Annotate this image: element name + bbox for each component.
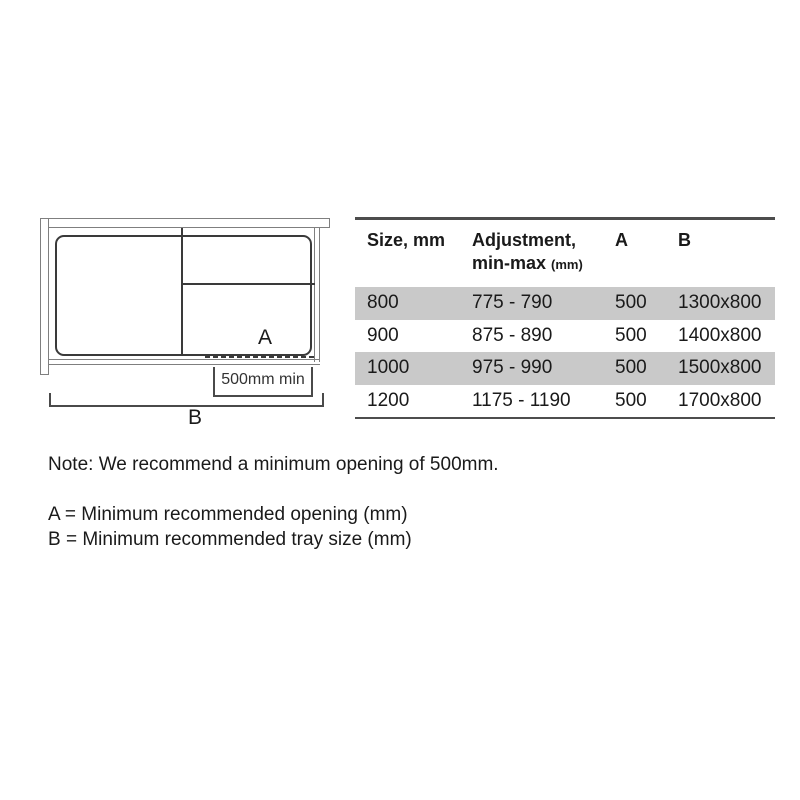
header-adjustment-line1: Adjustment,: [472, 230, 577, 250]
legend-a-text: A = Minimum recommended opening (mm): [48, 504, 408, 525]
cell-b: 1500x800: [678, 352, 775, 385]
header-adjustment-unit: (mm): [551, 257, 583, 272]
size-table: [355, 217, 775, 419]
countertop-edge-shape: [40, 218, 330, 228]
cell-size: 900: [367, 324, 399, 346]
note-text: Note: We recommend a minimum opening of 500mm.: [48, 454, 499, 475]
cabinet-right-wall-shape: [314, 227, 320, 362]
cell-b: 1300x800: [678, 287, 775, 320]
dim-500-line: [213, 395, 313, 397]
dim-500-label: 500mm min: [221, 371, 305, 388]
cell-adjustment: 975 - 990: [472, 352, 615, 385]
tray-vertical-divider-line: [181, 228, 183, 356]
header-b: B: [678, 230, 691, 250]
dim-b-left-tick: [49, 393, 51, 407]
cell-size: 800: [355, 287, 472, 320]
table-header-row: [355, 219, 775, 288]
cell-a: 500: [615, 352, 678, 385]
cell-adjustment: 875 - 890: [472, 324, 553, 346]
cell-b: 1700x800: [678, 389, 762, 411]
header-a: A: [615, 230, 628, 250]
cabinet-left-wall-shape: [40, 218, 49, 375]
tray-horizontal-divider-line: [182, 283, 315, 285]
header-adjustment-line2: min-max: [472, 253, 547, 273]
cell-size: 1200: [367, 389, 410, 411]
table-row: [355, 352, 775, 385]
cell-a: 500: [615, 389, 647, 411]
cell-a: 500: [615, 287, 678, 320]
dim-b-right-tick: [322, 393, 324, 407]
diagram-label-b: B: [187, 406, 202, 429]
header-size: Size, mm: [367, 230, 446, 250]
legend-b-text: B = Minimum recommended tray size (mm): [48, 529, 412, 550]
table-row: [355, 385, 775, 419]
cell-size: 1000: [355, 352, 472, 385]
cell-adjustment: 775 - 790: [472, 287, 615, 320]
table-row: [355, 287, 775, 320]
header-adjustment: [472, 219, 615, 288]
front-rail-shape: [49, 359, 320, 365]
cell-b: 1400x800: [678, 324, 762, 346]
cell-a: 500: [615, 324, 647, 346]
diagram-label-a: A: [257, 326, 272, 349]
table-row: [355, 320, 775, 353]
cell-adjustment: 1175 - 1190: [472, 389, 571, 411]
opening-dashed-line: [205, 356, 315, 358]
